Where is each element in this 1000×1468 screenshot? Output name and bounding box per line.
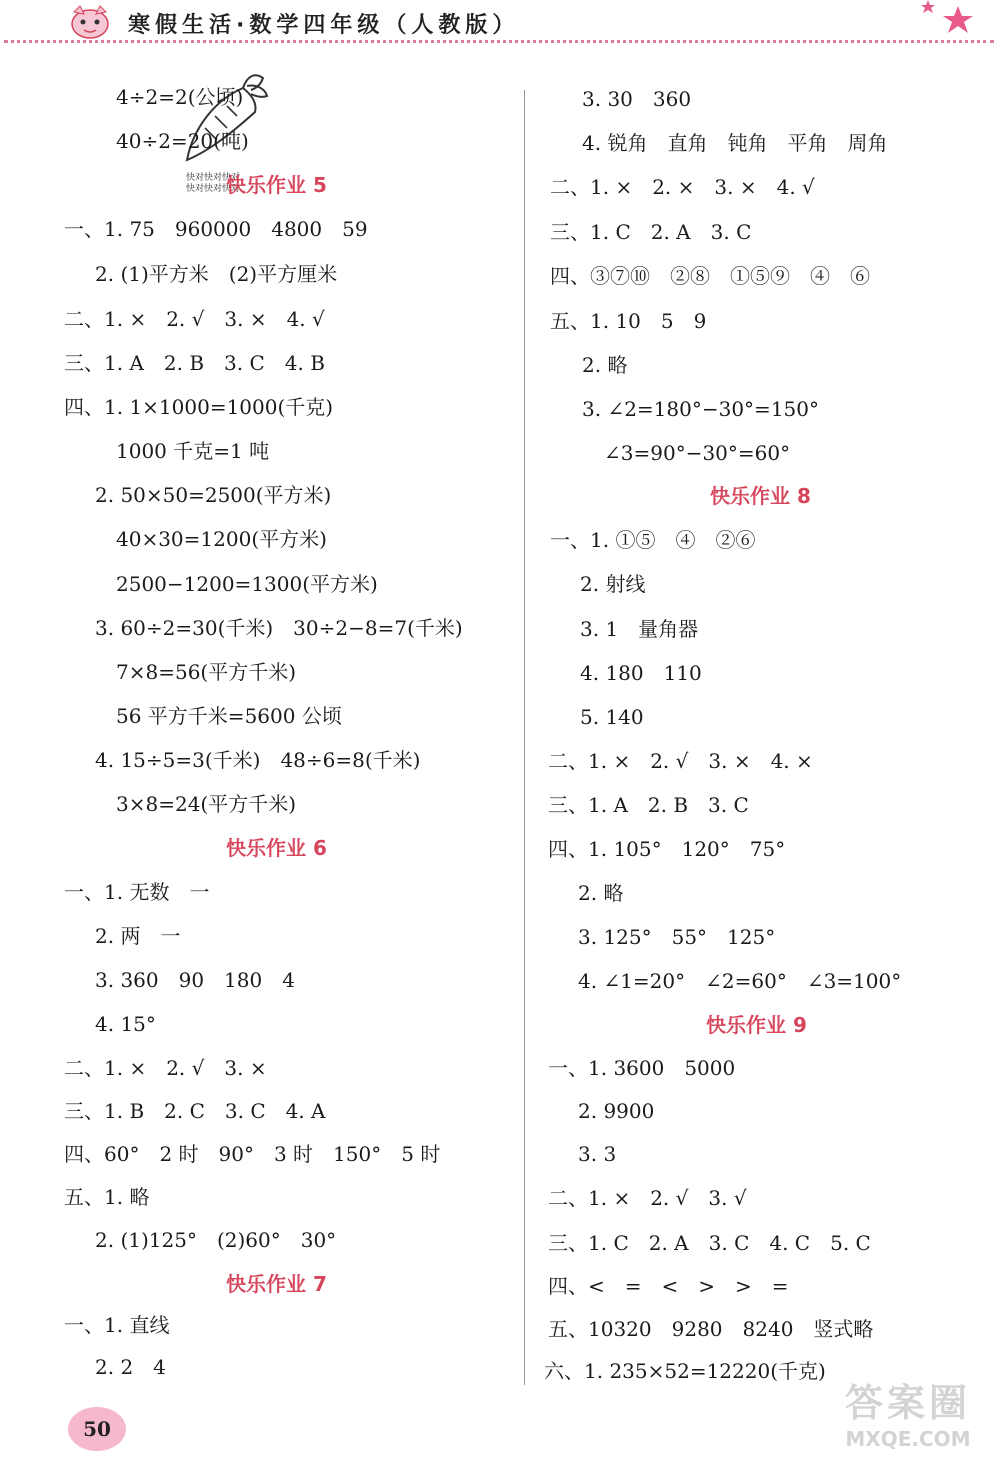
answer-line: 四、1. 105° 120° 75° [548, 837, 786, 861]
answer-line: 三、1. A 2. B 3. C [548, 793, 749, 817]
answer-line: 4. 15° [95, 1012, 156, 1036]
answer-line: 四、③⑦⑩ ②⑧ ①⑤⑨ ④ ⑥ [550, 264, 870, 288]
column-divider [524, 90, 525, 1385]
answer-line: 3. 3 [578, 1142, 617, 1166]
answer-line: 二、1. × 2. √ 3. × 4. √ [64, 307, 325, 331]
answer-line: 2. 50×50=2500(平方米) [95, 483, 332, 507]
answer-line: 四、60° 2 时 90° 3 时 150° 5 时 [64, 1142, 441, 1166]
answer-line: 40×30=1200(平方米) [116, 527, 327, 551]
mascot-icon [64, 2, 116, 42]
stars-icon [910, 0, 990, 42]
answer-line: 2. (1)125° (2)60° 30° [95, 1228, 337, 1252]
answer-line: 一、1. 直线 [64, 1313, 170, 1337]
answer-line: 3. 360 90 180 4 [95, 968, 295, 992]
answer-line: ∠3=90°−30°=60° [604, 441, 791, 465]
answer-line: 一、1. ①⑤ ④ ②⑥ [550, 528, 756, 552]
answer-line: 7×8=56(平方千米) [116, 660, 297, 684]
watermark-url: MXQE.COM [845, 1427, 971, 1451]
answer-line: 一、1. 75 960000 4800 59 [64, 217, 368, 241]
answer-line: 二、1. × 2. √ 3. × 4. × [548, 749, 813, 773]
answer-line: 二、1. × 2. × 3. × 4. √ [550, 175, 815, 199]
page-number: 50 [68, 1407, 126, 1451]
answer-line: 五、1. 10 5 9 [550, 309, 707, 333]
answer-line: 四、1. 1×1000=1000(千克) [64, 395, 334, 419]
answer-line: 3. 1 量角器 [580, 617, 699, 641]
answer-line: 三、1. C 2. A 3. C 4. C 5. C [548, 1231, 871, 1255]
answer-line: 五、1. 略 [64, 1185, 150, 1209]
answer-line: 3. 60÷2=30(千米) 30÷2−8=7(千米) [95, 616, 463, 640]
answer-line: 56 平方千米=5600 公顷 [116, 704, 342, 728]
carrot-caption-line: 快对快对快对 [186, 173, 241, 183]
carrot-caption-line: 快对快对快对 [186, 184, 241, 194]
answer-line: 3. 30 360 [582, 87, 692, 111]
answer-line: 2. 9900 [578, 1099, 655, 1123]
answer-line: 2. 略 [578, 881, 624, 905]
section-title: 快乐作业 7 [226, 1272, 327, 1296]
answer-line: 2. 两 一 [95, 924, 181, 948]
header-dotted-rule [4, 40, 994, 43]
answer-line: 2500−1200=1300(平方米) [116, 572, 378, 596]
header-title: 寒假生活·数学四年级（人教版） [128, 13, 520, 38]
watermark [822, 1380, 994, 1464]
watermark-text: 答案圈 [844, 1381, 971, 1425]
answer-line: 3. 125° 55° 125° [578, 925, 776, 949]
answer-line: 一、1. 3600 5000 [548, 1056, 736, 1080]
section-title: 快乐作业 8 [710, 484, 811, 508]
answer-line: 四、< = < > > = [548, 1274, 789, 1298]
answer-line: 三、1. C 2. A 3. C [550, 220, 752, 244]
answer-line: 4. 180 110 [580, 661, 702, 685]
answer-line: 3×8=24(平方千米) [116, 792, 297, 816]
answer-line: 4. ∠1=20° ∠2=60° ∠3=100° [578, 969, 902, 993]
answer-line: 五、10320 9280 8240 竖式略 [548, 1317, 874, 1341]
answer-line: 4. 锐角 直角 钝角 平角 周角 [582, 131, 888, 155]
answer-line: 5. 140 [580, 705, 644, 729]
answer-line: 三、1. A 2. B 3. C 4. B [64, 351, 325, 375]
page-header [0, 0, 1000, 50]
answer-line: 2. (1)平方米 (2)平方厘米 [95, 262, 338, 286]
answer-line: 2. 略 [582, 353, 628, 377]
answer-line: 40÷2=20(吨) [116, 129, 249, 153]
answer-line: 3. ∠2=180°−30°=150° [582, 397, 819, 421]
answer-line: 二、1. × 2. √ 3. × [64, 1056, 267, 1080]
section-title: 快乐作业 9 [706, 1013, 807, 1037]
answer-line: 2. 2 4 [95, 1355, 166, 1379]
section-title: 快乐作业 6 [226, 836, 327, 860]
answer-line: 六、1. 235×52=12220(千克) [544, 1359, 826, 1383]
answer-line: 二、1. × 2. √ 3. √ [548, 1186, 747, 1210]
answer-line: 4. 15÷5=3(千米) 48÷6=8(千米) [95, 748, 421, 772]
answer-line: 三、1. B 2. C 3. C 4. A [64, 1099, 326, 1123]
answer-line: 4÷2=2(公顷) [116, 85, 244, 109]
answer-line: 一、1. 无数 一 [64, 880, 210, 904]
answer-line: 2. 射线 [580, 572, 646, 596]
answer-line: 1000 千克=1 吨 [116, 439, 270, 463]
section-title: 快乐作业 5 [226, 173, 327, 197]
